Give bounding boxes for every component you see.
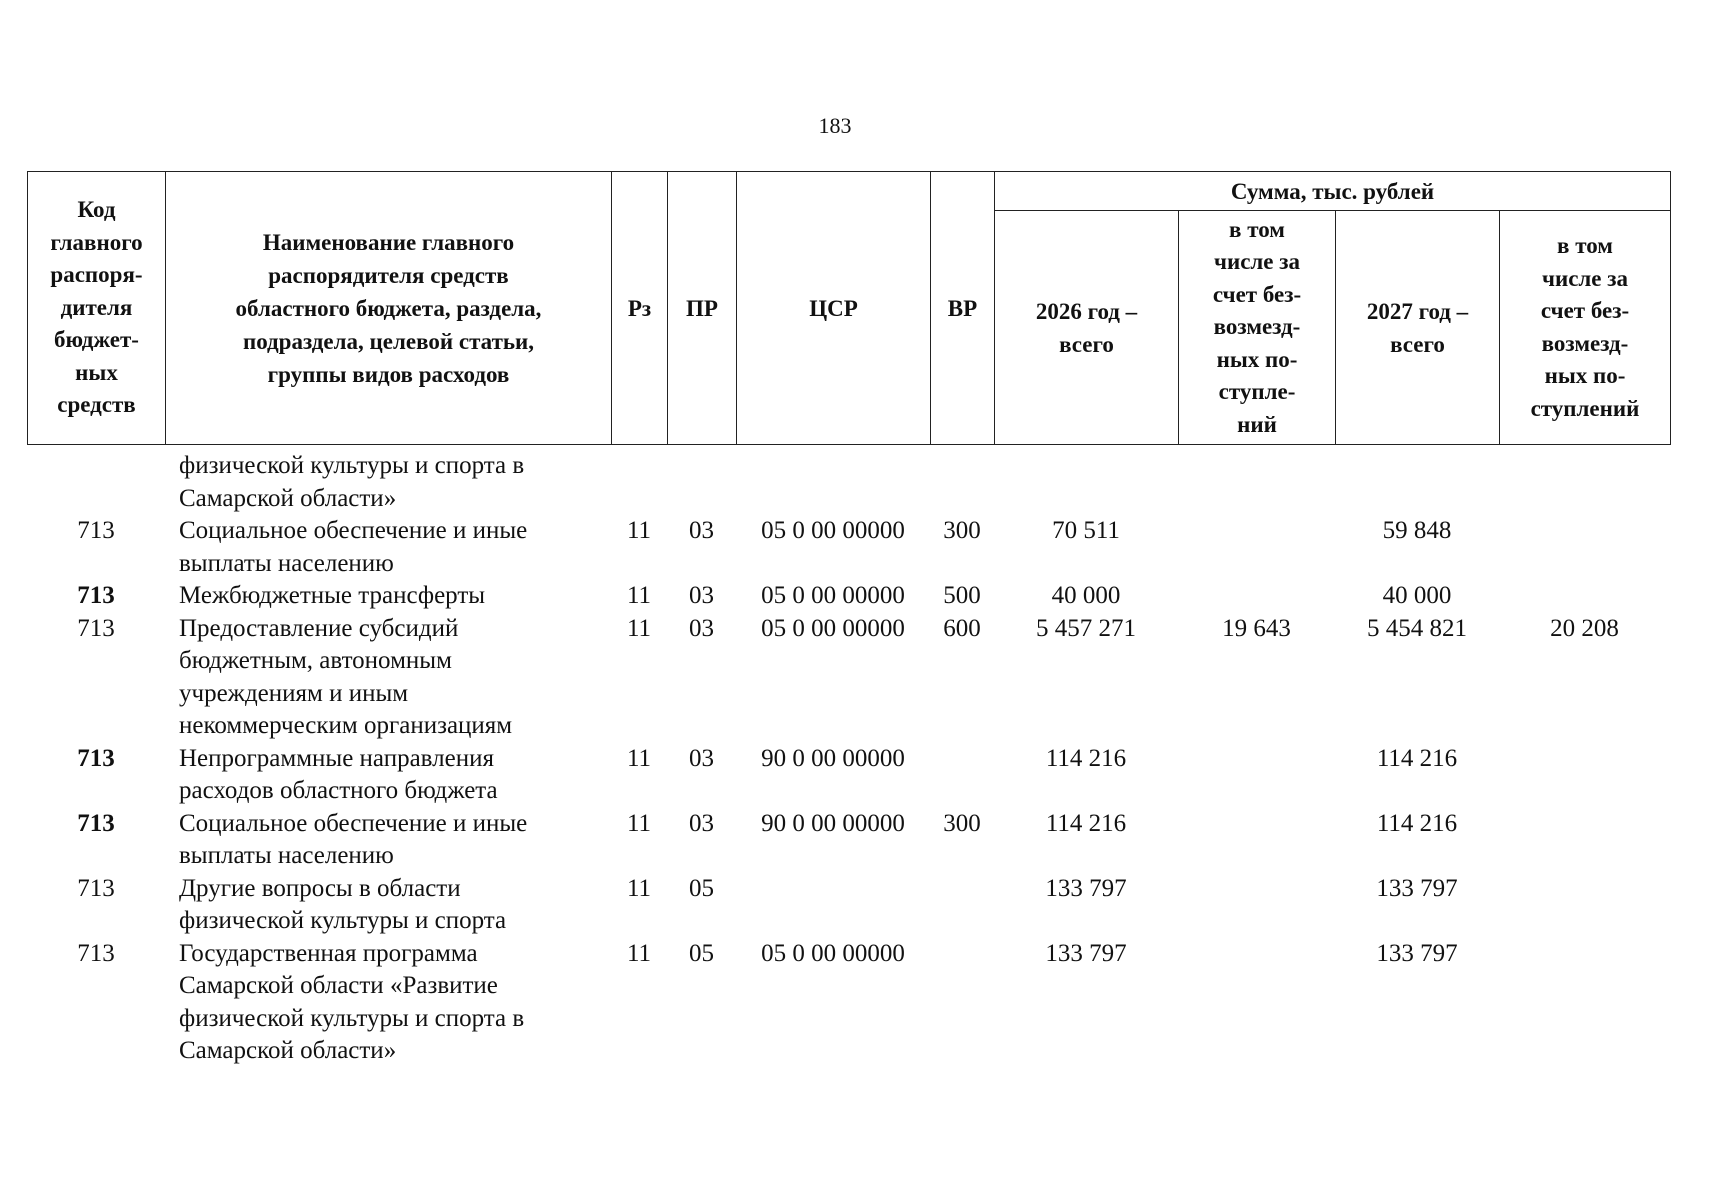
header-name: Наименование главного распорядителя средств областного бюджета, раздела, подраздела, целевой статьи, группы видов расходов (166, 172, 612, 445)
row-pr: 03 (689, 582, 714, 609)
row-csr: 05 0 00 00000 (761, 517, 905, 544)
row-2026-incl (1178, 938, 1335, 1068)
row-name-line: Межбюджетные трансферты (179, 582, 486, 609)
header-pr: ПР (668, 172, 737, 445)
row-csr: 05 0 00 00000 (761, 582, 905, 609)
row-vr (930, 873, 994, 938)
table-body (27, 450, 1670, 1068)
row-2026-incl (1178, 450, 1335, 515)
row-csr: 90 0 00 00000 (761, 809, 905, 837)
row-name-line: Непрограммные направления (179, 744, 494, 772)
page-number: 183 (818, 113, 852, 138)
row-name-line: Другие вопросы в области (179, 874, 461, 902)
row-pr: 03 (689, 744, 714, 772)
row-csr: 90 0 00 00000 (761, 744, 905, 772)
row-rz: 11 (626, 809, 652, 837)
row-rz: 11 (626, 582, 652, 609)
row-name (165, 873, 611, 938)
row-2026-total: 114 216 (1045, 744, 1127, 772)
row-vr (930, 938, 994, 1068)
row-name-line: выплаты населению (179, 842, 394, 869)
row-rz (611, 450, 667, 515)
row-2027-total: 114 216 (1376, 809, 1458, 837)
row-code: 713 (77, 809, 115, 837)
header-sum: Сумма, тыс. рублей (995, 172, 1671, 211)
row-vr (930, 450, 994, 515)
row-2027-incl (1499, 450, 1670, 515)
row-name (165, 515, 611, 580)
row-name-line: бюджетным, автономным (179, 647, 452, 674)
row-vr (930, 743, 994, 808)
row-name-line: физической культуры и спорта (179, 907, 507, 934)
row-csr (736, 873, 930, 938)
header-2026-incl: в том числе за счет без- возмезд- ных по- ступле- ний (1179, 211, 1336, 445)
row-name-line: Самарской области «Развитие (179, 972, 498, 999)
row-code: 713 (77, 939, 115, 967)
table-row (27, 613, 1670, 743)
row-name-line: физической культуры и спорта в (179, 1004, 525, 1032)
row-pr: 03 (689, 809, 714, 837)
row-2027-incl (1499, 873, 1670, 938)
table-header (27, 171, 1671, 445)
row-rz: 11 (626, 517, 652, 544)
row-name-line: Государственная программа (179, 939, 478, 967)
row-2027-incl: 20 208 (1550, 614, 1619, 642)
row-rz: 11 (626, 614, 652, 642)
row-2026-incl (1178, 873, 1335, 938)
row-csr: 05 0 00 00000 (761, 939, 905, 967)
row-code: 713 (77, 874, 115, 902)
row-code: 713 (77, 744, 115, 772)
row-2026-incl: 19 643 (1222, 614, 1291, 642)
row-2027-total (1335, 450, 1499, 515)
row-name (165, 450, 611, 515)
header-rz: Рз (612, 172, 668, 445)
row-code: 713 (77, 582, 115, 609)
row-2027-incl (1499, 938, 1670, 1068)
row-pr: 03 (689, 614, 714, 642)
row-rz: 11 (626, 939, 652, 967)
row-code: 713 (77, 517, 115, 544)
row-name-line: выплаты населению (179, 549, 394, 577)
row-vr: 500 (943, 582, 981, 609)
header-vr: ВР (931, 172, 995, 445)
row-rz: 11 (626, 874, 652, 902)
row-name-line: Социальное обеспечение и иные (179, 517, 528, 544)
row-2026-total: 5 457 271 (1036, 614, 1136, 642)
row-2027-total: 59 848 (1382, 517, 1452, 544)
header-2026-total: 2026 год – всего (995, 211, 1179, 445)
row-name (165, 580, 611, 613)
row-name-line: Самарской области» (179, 1037, 397, 1064)
row-2027-total: 114 216 (1376, 744, 1458, 772)
row-pr: 03 (689, 517, 714, 544)
row-name (165, 938, 611, 1068)
header-csr: ЦСР (737, 172, 931, 445)
row-vr: 300 (943, 517, 981, 544)
row-2027-incl (1499, 808, 1670, 873)
row-2027-total: 40 000 (1382, 582, 1452, 609)
row-code (27, 450, 165, 515)
row-2026-total: 133 797 (1045, 874, 1127, 902)
row-name-line: учреждениям и иным (179, 679, 409, 707)
table-row (27, 580, 1670, 613)
row-name-line: Социальное обеспечение и иные (179, 809, 528, 837)
row-code: 713 (77, 614, 115, 642)
table-row (27, 938, 1670, 1068)
row-2026-total: 40 000 (1051, 582, 1121, 609)
row-vr: 300 (943, 809, 981, 837)
row-name (165, 743, 611, 808)
table-row (27, 450, 1670, 515)
row-2026-total: 70 511 (1052, 517, 1120, 544)
row-rz: 11 (626, 744, 652, 772)
row-csr: 05 0 00 00000 (761, 614, 905, 642)
row-2027-incl (1499, 515, 1670, 580)
table-row (27, 515, 1670, 580)
row-name-line: Самарской области» (179, 484, 397, 512)
table-row (27, 808, 1670, 873)
header-2027-total: 2027 год – всего (1336, 211, 1500, 445)
row-name-line: Предоставление субсидий (179, 614, 459, 642)
row-2027-total: 133 797 (1376, 939, 1458, 967)
row-name-line: расходов областного бюджета (179, 777, 498, 804)
row-2026-incl (1178, 515, 1335, 580)
row-name (165, 808, 611, 873)
table-row (27, 743, 1670, 808)
row-2026-incl (1178, 743, 1335, 808)
header-2027-incl: в том числе за счет без- возмезд- ных по- ступлений (1500, 211, 1671, 445)
table-row (27, 873, 1670, 938)
row-vr: 600 (943, 614, 981, 642)
row-name-line: физической культуры и спорта в (179, 452, 525, 479)
row-pr: 05 (689, 939, 714, 967)
row-2027-total: 5 454 821 (1367, 614, 1467, 642)
row-csr (736, 450, 930, 515)
row-2026-total: 133 797 (1045, 939, 1127, 967)
row-2026-total (994, 450, 1178, 515)
row-name-line: некоммерческим организациям (179, 712, 513, 739)
row-pr (667, 450, 736, 515)
row-2026-incl (1178, 580, 1335, 613)
row-2027-incl (1499, 743, 1670, 808)
row-2027-total: 133 797 (1376, 874, 1458, 902)
header-code: Код главного распоря- дителя бюджет- ных средств (28, 172, 166, 445)
row-2026-incl (1178, 808, 1335, 873)
row-pr: 05 (689, 874, 714, 902)
row-2026-total: 114 216 (1045, 809, 1127, 837)
row-name (165, 613, 611, 743)
row-2027-incl (1499, 580, 1670, 613)
